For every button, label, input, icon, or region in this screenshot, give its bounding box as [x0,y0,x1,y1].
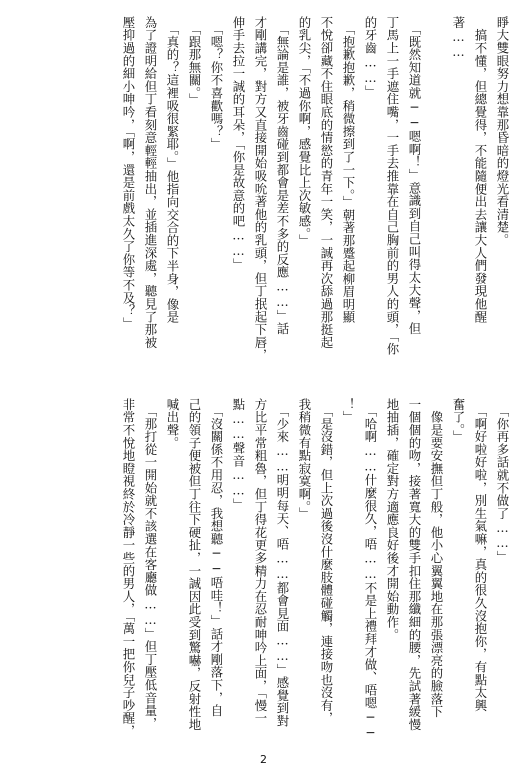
text-block-bottom [117,398,513,743]
text-column: 己的領子便被但丁往下硬扯，一誠因此受到驚嚇，反射性地 [187,398,202,731]
page-number: 2 [260,753,267,766]
text-column: 搞不懂，但總覺得，不能隨便出去讓大人們發現他醒 [473,16,488,324]
text-column: 「抱歉抱歉，稍微擦到了一下。」朝著那蹙起柳眉明顯 [341,16,356,324]
text-column: 丁馬上一手遮住嘴，一手去推靠在自己胸前的男人的頭，「你 [385,16,400,356]
text-column: 方比平常粗魯，但丁得花更多精力在忍耐呻吟上面，「慢一 [253,398,268,725]
text-column: 「沒關係不用忍，我想聽──唔哇！」話才剛落下，自 [209,398,224,717]
text-column: 「啊好啦好啦，別生氣嘛，真的很久沒抱你，有點太興 [473,398,488,712]
text-column: 「跟那無關。」 [187,16,202,106]
text-column: 地抽插，確定對方適應良好後才開始動作。 [385,398,400,642]
text-column: 「少來……明明每天、唔……都會見面……」感覺到對 [275,398,290,728]
text-column: 「哈啊……什麼很久，唔……不是上禮拜才做、唔嗯── [363,398,378,741]
text-column: 非常不悅地瞪視終於冷靜一些的男人，「萬一把你兒子吵醒， [121,398,136,738]
text-column: ！」 [341,398,356,424]
text-column: 點……聲音……」 [231,398,246,511]
text-column: 為了證明給但丁看刻意輕輕抽出，並插進深處，聽見了那被 [143,16,158,349]
text-column: 「無論是誰，被牙齒碰到都會是差不多的反應……」話 [275,16,290,335]
text-column: 不悅卻藏不住眼底的情慾的青年一笑，一誠再次舔過那挺起 [319,16,334,349]
text-column: 睜大雙眼努力想靠那昏暗的燈光看清楚。 [495,16,510,247]
text-column: 「那打從一開始就不該選在客廳做……」但丁壓低音量， [143,398,158,730]
text-column: 的牙齒……」 [363,16,378,98]
text-column: 像是要安撫但丁般，他小心翼翼地在那張漂亮的臉落下 [429,398,444,718]
text-column: 才剛講完，對方又直接開始吸吮著他的乳頭，但丁抿起下唇， [253,16,268,362]
text-column: 著…… [451,16,466,60]
text-column: 的乳尖，「不過你啊，感覺比上次敏感。」 [297,16,312,247]
text-column: 「真的？這裡吸很緊耶。」他指向交合的下半身，像是 [165,16,180,324]
text-column: 「既然知道就──嗯啊！」意識到自己叫得太大聲，但 [407,16,422,335]
text-block-top [117,16,513,361]
text-column: 壓抑過的細小呻吟，「啊，還是前戲太久了你等不及？」 [121,16,136,330]
text-column: 喊出聲。 [165,398,180,450]
text-column: 一個個的吻，接著寬大的雙手扣住那纖細的腰，先試著緩慢 [407,398,422,731]
text-column: 伸手去拉一誠的耳朵，「你是故意的吧……」 [231,16,246,271]
text-column: 「你再多話就不做了……」 [495,398,510,564]
text-column: 「嗯？你不喜歡嗎？」 [209,16,224,151]
text-column [425,16,447,361]
text-column: 奮了。」 [451,398,466,443]
text-column: 「是沒錯，但上次過後沒什麼肢體碰觸，連接吻也沒有， [319,398,334,725]
text-column: 我稍微有點寂寞啊。」 [297,398,312,520]
